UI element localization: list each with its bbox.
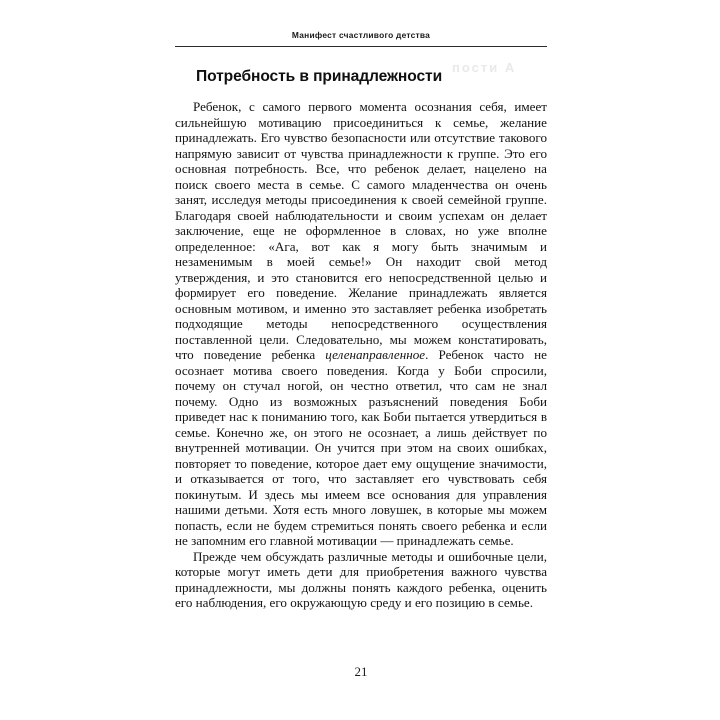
body-text xyxy=(175,99,547,611)
emphasized-term: целенаправленное xyxy=(325,347,426,362)
paragraph-text-part-1: Ребенок, с самого первого момента осознания себя, имеет сильнейшую мотивацию присоединиться к семье, желание принадлежать. Его чувство безопасности или отсутствие такового напрямую зависит от чувства принадлежности к группе. Это его основная потребность. Все, что ребенок делает, нацелено на поиск своего места в семье. С самого младенчества он очень занят, исследуя методы присоединения к своей семейной группе. Благодаря своей наблюдательности и своим успехам он делает заключение, еще не оформленное в словах, но уже вполне определенное: «Ага, вот как я могу быть значимым и незаменимым в моей семье!» Он находит свой метод утверждения, и это становится его непосредственной целью и формирует его поведение. Желание принадлежать является основным мотивом, и именно это заставляет ребенка изобретать подходящие методы непосредственного осуществления поставленной цели. Следовательно, мы можем констатировать, что поведение ребенка xyxy=(175,99,547,362)
header-rule xyxy=(175,46,547,47)
page-number: 21 xyxy=(354,664,368,679)
paragraph: Прежде чем обсуждать различные методы и ошибочные цели, которые могут иметь дети для приобретения важного чувства принадлежности, мы должны понять каждого ребенка, оценить его наблюдения, его окружающую среду и его позицию в семье. xyxy=(175,548,547,610)
scan-ghost-artifact: пости А xyxy=(452,60,517,75)
paragraph xyxy=(175,99,547,549)
paragraph-text-part-2: . Ребенок часто не осознает мотива своего поведения. Когда у Боби спросили, почему он стучал ногой, он честно ответил, что сам не знал почему. Одно из возможных разъяснений поведения Боби приведет нас к пониманию того, как Боби пытается утвердиться в семье. Конечно же, он этого не осознает, а лишь действует по внутренней мотивации. Он учится при этом на своих ошибках, повторяет то поведение, которое дает ему ощущение значимости, и отказывается от того, что заставляет его чувствовать себя покинутым. И здесь мы имеем все основания для управления нашими детьми. Хотя есть много ловушек, в которые мы можем попасть, если не будем стремиться понять своего ребенка и если не запомним его главной мотивации — принадлежать семье. xyxy=(175,347,547,548)
running-head: Манифест счастливого детства xyxy=(291,30,431,40)
page-title: Потребность в принадлежности xyxy=(196,68,443,86)
